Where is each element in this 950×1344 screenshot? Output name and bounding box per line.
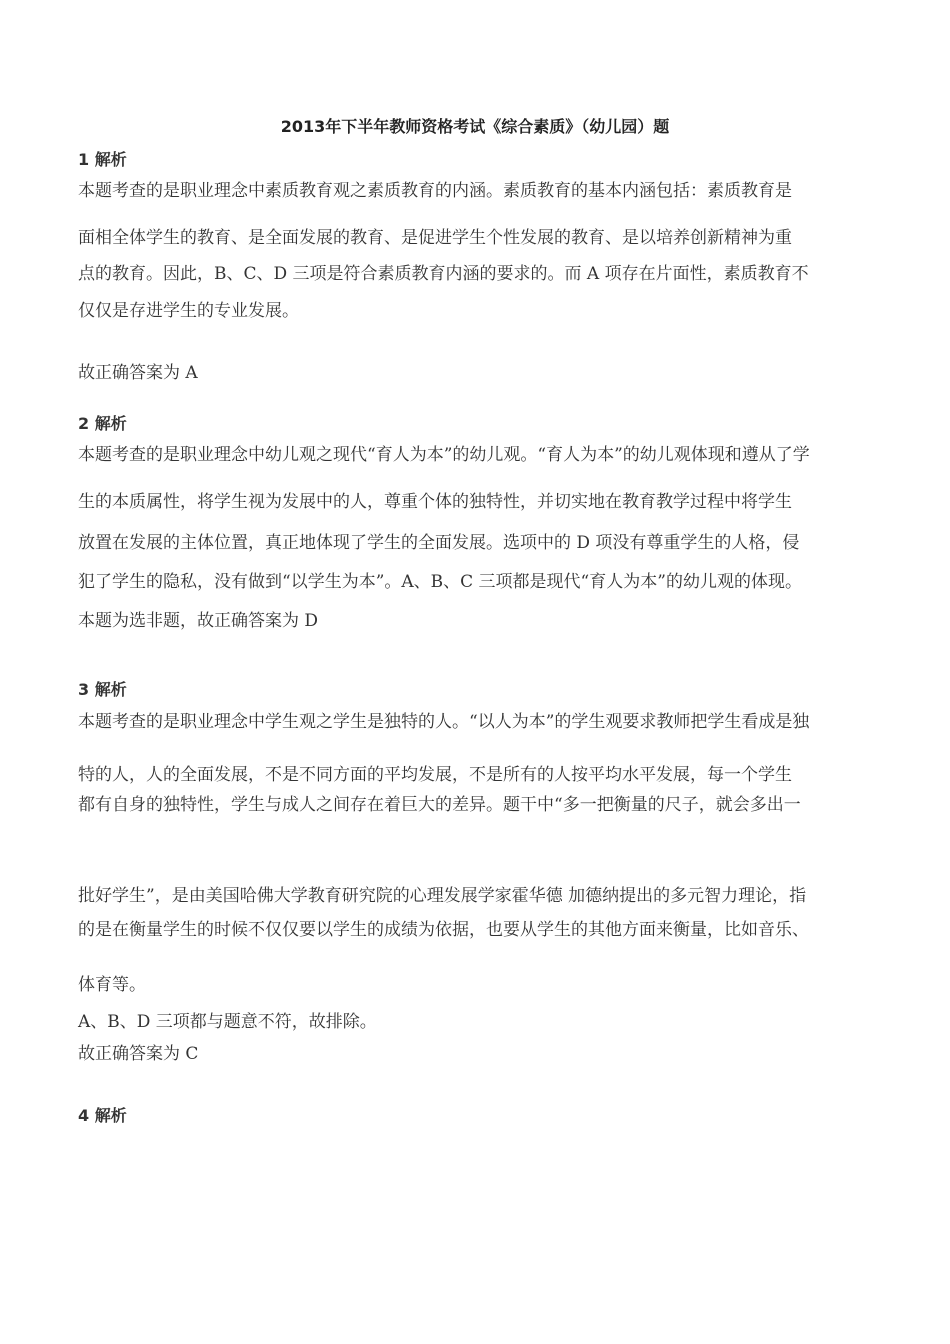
section-2-line-2: 生的本质属性，将学生视为发展中的人，尊重个体的独特性，并切实地在教育教学过程中将学生 bbox=[78, 492, 792, 512]
section-2-line-4: 犯了学生的隐私，没有做到“以学生为本”。A、B、C 三项都是现代“育人为本”的幼儿观的体现。 bbox=[78, 572, 802, 592]
section-3-answer: 故正确答案为 C bbox=[78, 1044, 199, 1064]
section-3-heading: 3 解析 bbox=[78, 680, 127, 699]
section-2-answer: 本题为选非题，故正确答案为 D bbox=[78, 611, 319, 631]
section-2-line-1: 本题考查的是职业理念中幼儿观之现代“育人为本”的幼儿观。“育人为本”的幼儿观体现和遵从了学 bbox=[78, 445, 810, 465]
section-2-heading: 2 解析 bbox=[78, 414, 127, 433]
section-3-line-6: 体育等。 bbox=[78, 975, 146, 995]
section-3-line-5: 的是在衡量学生的时候不仅仅要以学生的成绩为依据，也要从学生的其他方面来衡量，比如音乐、 bbox=[78, 920, 809, 940]
section-3-line-3: 都有自身的独特性，学生与成人之间存在着巨大的差异。题干中“多一把衡量的尺子，就会多出一 bbox=[78, 795, 801, 815]
section-1-line-3: 点的教育。因此，B、C、D 三项是符合素质教育内涵的要求的。而 A 项存在片面性，素质教育不 bbox=[78, 264, 809, 284]
section-1-line-2: 面相全体学生的教育、是全面发展的教育、是促进学生个性发展的教育、是以培养创新精神为重 bbox=[78, 228, 792, 248]
section-3-line-2: 特的人，人的全面发展，不是不同方面的平均发展，不是所有的人按平均水平发展，每一个学生 bbox=[78, 765, 792, 785]
section-1-answer: 故正确答案为 A bbox=[78, 363, 198, 383]
section-1-heading: 1 解析 bbox=[78, 150, 127, 169]
section-3-line-1: 本题考查的是职业理念中学生观之学生是独特的人。“以人为本”的学生观要求教师把学生看成是独 bbox=[78, 712, 810, 732]
section-1-line-1: 本题考查的是职业理念中素质教育观之素质教育的内涵。素质教育的基本内涵包括：素质教育是 bbox=[78, 181, 792, 201]
section-3-line-4: 批好学生”，是由美国哈佛大学教育研究院的心理发展学家霍华德 加德纳提出的多元智力理论，指 bbox=[78, 886, 807, 906]
section-2-line-3: 放置在发展的主体位置，真正地体现了学生的全面发展。选项中的 D 项没有尊重学生的人格，侵 bbox=[78, 533, 800, 553]
section-3-line-7: A、B、D 三项都与题意不符，故排除。 bbox=[78, 1012, 377, 1032]
document-title: 2013年下半年教师资格考试《综合素质》（幼儿园）题 bbox=[280, 117, 670, 136]
section-1-line-4: 仅仅是存进学生的专业发展。 bbox=[78, 301, 299, 321]
section-4-heading: 4 解析 bbox=[78, 1106, 127, 1125]
